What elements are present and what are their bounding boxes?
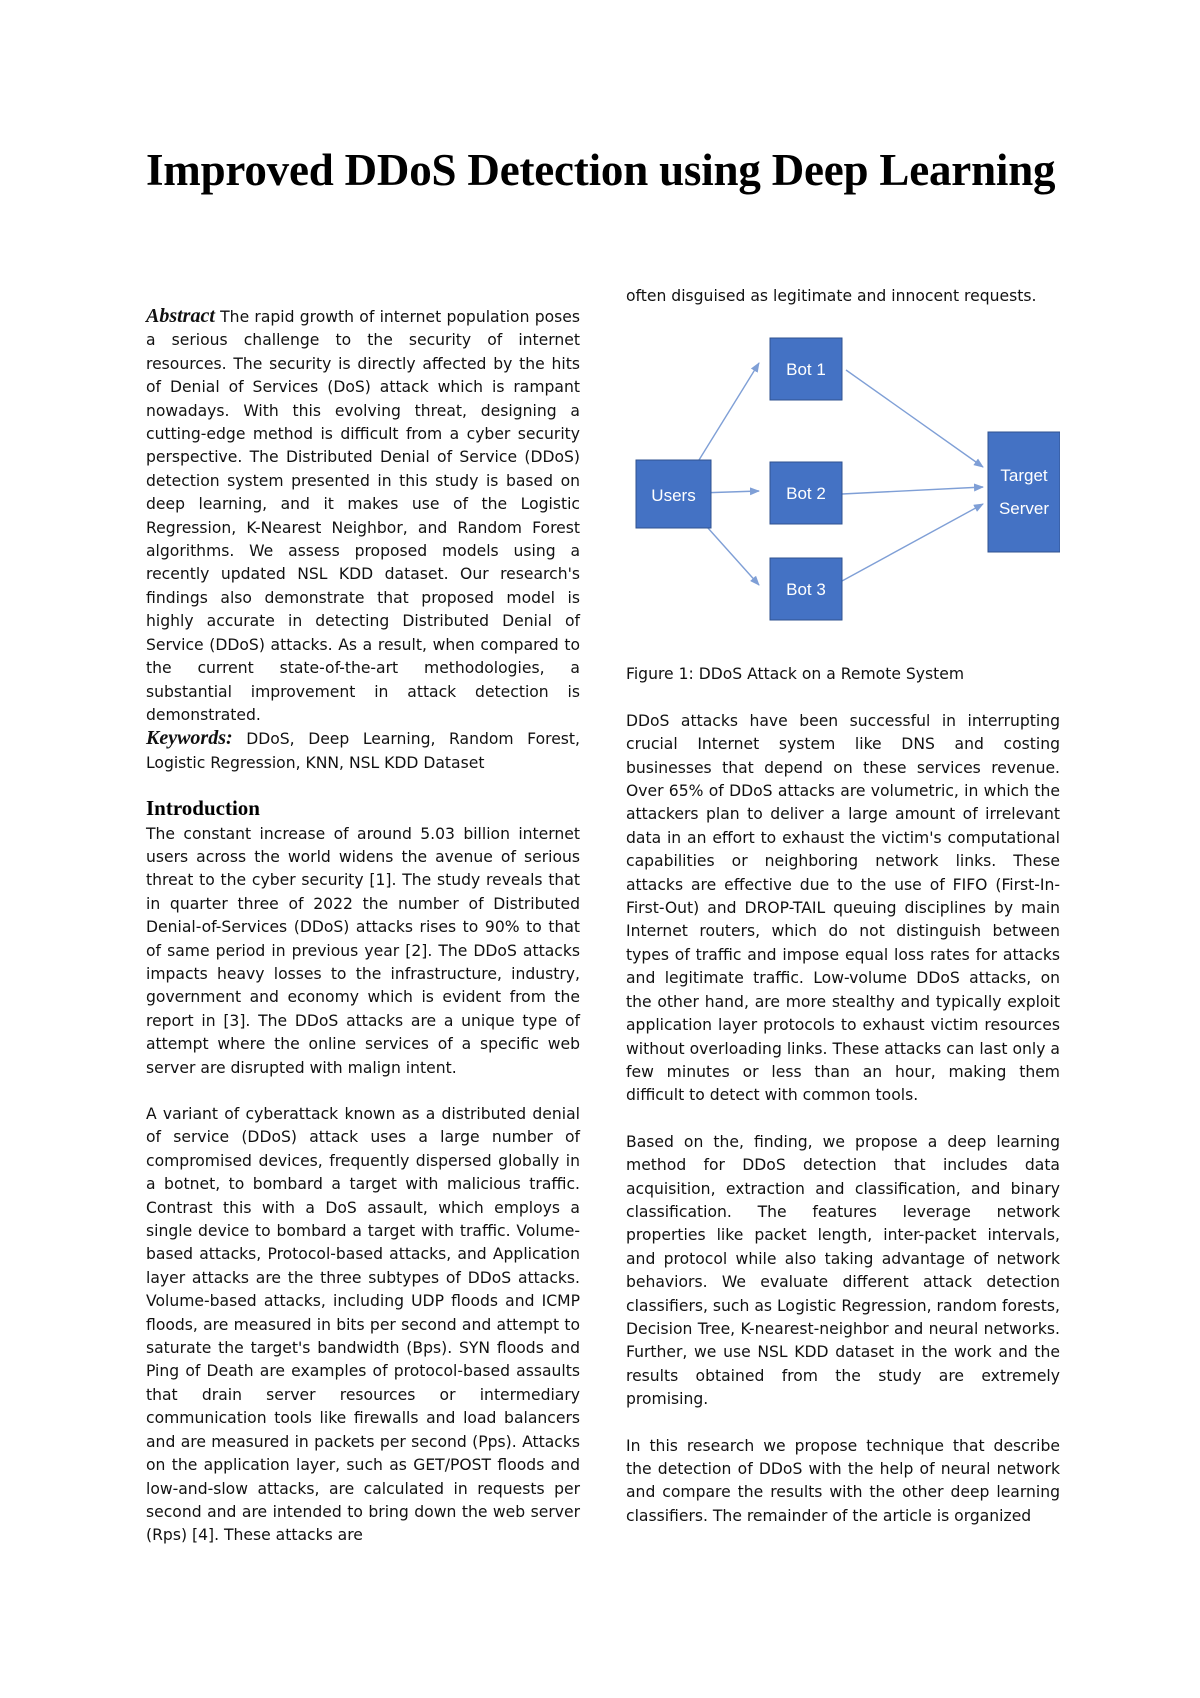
arrow-bot3-target (842, 504, 983, 581)
keywords (146, 727, 580, 775)
right-paragraph-1: DDoS attacks have been successful in interrupting crucial Internet system like DNS and costing businesses that depend on these services revenue. Over 65% of DDoS attacks are volumetric, in which the attackers plan to deliver a large amount of irrelevant data in an effort to exhaust the victim's computational capabilities or neighboring network links. These attacks are effective due to the use of FIFO (First-In-First-Out) and DROP-TAIL queuing disciplines by main Internet routers, which do not distinguish between types of traffic and impose equal loss rates for attacks and legitimate traffic. Low-volume DDoS attacks, on the other hand, are more stealthy and typically exploit application layer protocols to exhaust victim resources without overloading links. These attacks can last only a few minutes or less than an hour, making them difficult to detect with common tools. (626, 711, 1060, 1105)
bot2-label: Bot 2 (786, 484, 826, 504)
ddos-figure (626, 308, 1060, 663)
ddos-diagram (626, 308, 1060, 663)
introduction-heading: Introduction (146, 796, 260, 821)
paper-title: Improved DDoS Detection using Deep Learning (146, 145, 1056, 195)
abstract-text: The rapid growth of internet population poses a serious challenge to the security of internet resources. The security is directly affected by the hits of Denial of Services (DoS) attack which is rampant nowadays. With this evolving threat, designing a cutting-edge method is difficult from a cyber security perspective. The Distributed Denial of Service (DDoS) detection system presented in this study is based on deep learning, and it makes use of the Logistic Regression, K-Nearest Neighbor, and Random Forest algorithms. We assess proposed models using a recently updated NSL KDD dataset. Our research's findings also demonstrate that proposed model is highly accurate in detecting Distributed Denial of Service (DDoS) attacks. As a result, when compared to the current state-of-the-art methodologies, a substantial improvement in attack detection is demonstrated. (146, 308, 580, 724)
target-label-line2: Server (998, 499, 1050, 519)
arrow-users-bot1 (699, 363, 759, 460)
figure-caption: Figure 1: DDoS Attack on a Remote System (626, 665, 965, 684)
intro-paragraph-2: A variant of cyberattack known as a distributed denial of service (DDoS) attack uses a large number of compromised devices, frequently dispersed globally in a botnet, to bombard a target with malicious traffic. Contrast this with a DoS assault, which employs a single device to bombard a target with traffic. Volume-based attacks, Protocol-based attacks, and Application layer attacks are the three subtypes of DDoS attacks. Volume-based attacks, including UDP floods and ICMP floods, are measured in bits per second and attempt to saturate the target's bandwidth (Bps). SYN floods and Ping of Death are examples of protocol-based assaults that drain server resources or intermediary communication tools like firewalls and load balancers and are measured in packets per second (Pps). Attacks on the application layer, such as GET/POST floods and low-and-slow attacks, are calculated in requests per second and are intended to bring down the web server (Rps) [4]. These attacks are (146, 1105, 580, 1545)
target-label-line1: Target (1000, 466, 1048, 486)
intro-paragraph-1: The constant increase of around 5.03 billion internet users across the world widens the avenue of serious threat to the cyber security [1]. The study reveals that in quarter three of 2022 the number of Distributed Denial-of-Services (DDoS) attacks rises to 90% to that of same period in previous year [2]. The DDoS attacks impacts heavy losses to the infrastructure, industry, government and economy which is evident from the report in [3]. The DDoS attacks are a unique type of attempt where the online services of a specific web server are disrupted with malign intent. (146, 824, 580, 1077)
keywords-text: DDoS, Deep Learning, Random Forest, Logistic Regression, KNN, NSL KDD Dataset (146, 730, 580, 772)
arrow-bot1-target (846, 370, 983, 467)
right-paragraph-2: Based on the, finding, we propose a deep learning method for DDoS detection that includes data acquisition, extraction and classification, and binary classification. The features leverage network properties like packet length, inter-packet intervals, and protocol while also taking advantage of network behaviors. We evaluate different attack detection classifiers, such as Logistic Regression, random forests, Decision Tree, K-nearest-neighbor and neural networks. Further, we use NSL KDD dataset in the work and the results obtained from the study are extremely promising. (626, 1132, 1060, 1409)
right-paragraph-3: In this research we propose technique that describe the detection of DDoS with the help of neural network and compare the results with the other deep learning classifiers. The remainder of the article is organized (626, 1436, 1060, 1525)
users-label: Users (651, 486, 696, 506)
right-column (626, 285, 1060, 1528)
keywords-label: Keywords: (146, 727, 233, 750)
abstract (146, 305, 580, 727)
arrow-bot2-target (842, 487, 983, 494)
abstract-label: Abstract (146, 305, 215, 327)
bot3-label: Bot 3 (786, 580, 826, 600)
target-server-node (988, 432, 1060, 552)
bot1-label: Bot 1 (786, 360, 826, 380)
left-column (146, 305, 580, 1548)
right-paragraph-0: often disguised as legitimate and innocent requests. (626, 287, 1037, 305)
